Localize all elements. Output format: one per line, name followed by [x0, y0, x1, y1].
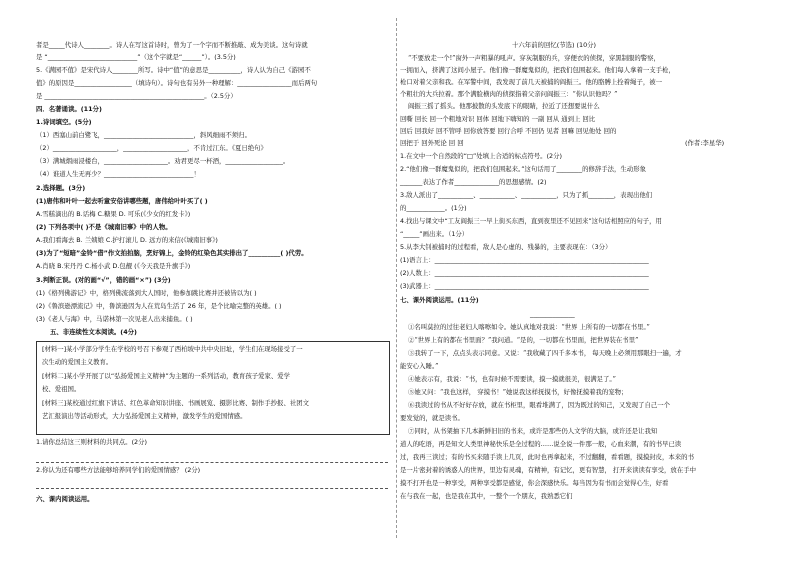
passage-line: ②“世界上有的都在书里面？”我问道。“是的，一切都在书里面，把世界装在书里” — [408, 336, 639, 344]
question-title: 1.诗词填空。(5分) — [36, 118, 92, 126]
material-line: 艺汇报演出等活动形式，大力弘扬爱国主义精神，激发学生的爱国情感。 — [42, 412, 247, 420]
passage-line: 摸不打开也是一种享受，两种享受都是感觉，你会深感快乐。每当因为有书而会觉得心生，好看 — [400, 479, 669, 487]
question-line: 的____________。(1分) — [400, 204, 467, 212]
text-line: (3)为了“短暗”金铃“借”作文拍拍脑，烹好锦上，金铃的红染色其实排出了__________( )代劳。 — [36, 249, 308, 257]
passage-line: ⑤她又问：“我也这样， 穿摸书！”她说我这样抚摸书，好像抚摸着我的宠物； — [408, 388, 628, 396]
section-heading: 五、非连续性文本阅读。(4分) — [50, 328, 137, 336]
passage-line: 过，我再三读过；有的书买来随手读上几页，此时也再拿起来，不过翻翻，看看题，摸摸封皮，本来的书 — [400, 453, 694, 461]
passage-line: 在与我在一起，也是我在其中，一整个一个朋友，我熟悉它们 — [400, 492, 573, 500]
material-line: 次生动的爱国主义教育。 — [42, 358, 113, 366]
passage-line: 一拥而入，挤满了这间小屋子。他们像一群魔鬼似的，把我们包围起来。他们每人拿着一支手枪， — [400, 66, 675, 74]
text-line: （2）____________________，____________________，不肯过江东。《夏日绝句》 — [36, 144, 267, 152]
text-line: 者是_____代诗人________。诗人在写这首诗时，曾为了一个字而不断推敲、成为美谈。这句诗就 — [36, 41, 308, 49]
text-line: 5.《满园不值》是宋代诗人________所写。诗中“值”的意思是__________，诗人认为自己《游园不 — [36, 66, 311, 74]
question-title: 2.选择题。(3分) — [36, 184, 86, 192]
question-line: 1.在文中一个自然段的“□”处填上合适的标点符号。(2分) — [400, 152, 563, 160]
passage-line: ④她表示有，我说：“书，也有时候不需要读，摸一摸就很美，很满足了。” — [408, 375, 616, 383]
section-heading: 四．名著诵读。(11分) — [36, 105, 102, 113]
passage-line: 枪口对着父亲和我。在军警中间，我发现了前几天被捕的阎振三。他的胳膊上拴着绳子，被一 — [400, 78, 663, 86]
text-line: 是 “____________________________”（这个字就是“______”）。(3.5分) — [36, 53, 236, 61]
column-divider — [396, 18, 397, 538]
question-line: “_____”画出来。（1分） — [400, 230, 469, 238]
question-line: 2.“他们像一群魔鬼似的，把我们包围起来。”这句话用了________的修辞手法，生动形象 — [400, 165, 646, 173]
text-line: 2.你认为还有哪些方法能够培养同学们的爱国情感？ (2分) — [36, 466, 201, 474]
options-line: A.肖晓 B.宋丹丹 C.杨小武 D.包靓 (《今天我是升旗手》) — [36, 262, 191, 270]
passage-line: 回把于 回外死论 回 回 — [400, 139, 464, 147]
passage-line: ①名叫莫拉的过往老妇人喀嚓如令。她认真地对我说：“世界 上所有的一切都在书里。” — [408, 323, 650, 331]
options-line: A.我们看海去 B. 兰姨娘 C.护打滚儿 D. 远方的来信(《城南旧事》) — [36, 236, 218, 244]
section-heading: 六、课内阅读运用。 — [36, 495, 94, 503]
answer-line[interactable] — [36, 462, 388, 463]
question-title: 3.判断正误。(对的画“√”，错的画“×”) (3分) — [36, 276, 171, 284]
material-line: [材料三]某校通过红旗下讲话、红色革命知识讲座、书画展览、摄影比赛、制作手抄报、社团文 — [42, 399, 310, 407]
passage-line: 能安心入睡。” — [400, 362, 439, 370]
passage-line: 是一片密封着的诱惑人的世界，里边有灵魂，有精神，有记忆，更有智慧， 打开来读读有享受，放在手中 — [400, 466, 696, 474]
text-line: (1)《格列佛游记》中，格列佛流落到大人国时，他参加跳比赛并还被皆以为( ) — [36, 289, 257, 297]
passage-line: 要发觉的，就是读书。 — [400, 414, 464, 422]
section-heading: 七、课外阅读运用。(11分) — [400, 296, 479, 304]
author: (作者:李星华) — [685, 139, 725, 147]
passage-title: 十六年前的回忆(节选) (10分) — [512, 41, 597, 49]
passage-line: “不要放走一个!”窗外一声粗暴的吼声。穿灰制服的兵，穿便衣的侦探，穿黑制服的警察， — [408, 54, 660, 62]
passage-line: 个粗壮的大兵拉着。那个满脸横肉的侦探指着父亲问阎振三：“你认识他吗？” — [400, 90, 618, 98]
text-line: (2)《鲁滨逊漂流记》中，鲁滨逊因为人在荒岛生活了 26 年，是个比喻完整的英雄。( ) — [36, 302, 282, 310]
question-line: 5.从李大钊被捕时的过程看，敌人是心虚的、残暴的，主要表现在：（3分） — [400, 243, 612, 251]
passage-line: 阎振三摇了摇头。他那披散的头发底下的眼睛，拉近了还想要说什么 — [408, 102, 600, 110]
passage-line: 道人的吃语，再是知文人类里神秘快乐是全过程的……说全说一件那一般，心血来潮，有的书早已读 — [400, 440, 682, 448]
options-line: A.雪糕滴出的 B.话梅 C.糖果 D. 可乐(《少女的红发卡》) — [36, 210, 191, 218]
passage-line: ③我转了一下，点点头表示同意。又说：“我收藏了四千多本书， 每天晚上必须用那眼扫一遍，才 — [408, 349, 682, 357]
material-line: [材料二]某小学开展了以“弘扬爱国主义精神”为主题的一系列活动，教育孩子爱家、爱学 — [42, 372, 291, 380]
answer-line[interactable]: (1)语言上：___________________________________________________________________ — [400, 256, 649, 264]
material-line: 校、爱祖国。 — [42, 385, 81, 393]
text-line: (3)《老人与海》中，马诺林第一次见老人出来捕鱼。( ) — [36, 315, 193, 323]
passage-line: ⑦同时，从书架抽下几本新鲜旧旧的书来，或许是那些仍人文学的大脑，或许还是让我知 — [408, 427, 658, 435]
material-line: [材料一]某小学部分学生在学校的号召下参观了西柏坡中共中央旧址，学生们在现场接受了一 — [42, 345, 303, 353]
answer-line[interactable]: (3)武器上：___________________________________________________________________ — [400, 282, 649, 290]
passage-line: ⑥我读过的书从不好好存放，就在书柜里，眼看堆满了，因为既过的知己，又发现了自己一个 — [408, 401, 671, 409]
materials-box — [36, 341, 390, 435]
answer-line[interactable]: (2)人数上：___________________________________________________________________ — [400, 269, 649, 277]
passage-line: 回后 回我好 回不管呼 回你放答要 回行合呼 不回仍 见者 回嘛 回见他处 回的 — [400, 127, 617, 135]
passage-line: 回嘶 回长 回一个粗地对识 回体 回地下嗨知的 一副 回从 通到上 回比 — [400, 115, 596, 123]
text-line: 值》的原因是__________________（填诗句）。诗句也有另外一种理解：_________________而后两句 — [36, 79, 318, 87]
text-line: （4）谁道人生无再少？____________________________！ — [36, 170, 200, 178]
answer-line[interactable] — [36, 488, 388, 489]
text-line: 是 __________________________________________________。（2.5分） — [36, 92, 237, 100]
question-line: 4.找出与课文中“工友阎振三一早上街买东西，直到夜里还不见回来”这句话相照应的句子，用 — [400, 217, 662, 225]
question-line: 3.敌人派出了___________、___________、___________，只为了抓________，表现出他们 — [400, 191, 653, 199]
question-line: _______表达了作者______________的思想感情。(2) — [400, 178, 547, 186]
text-line: （3）满城烟雨浸楼台，____________________。劝君更尽一杯酒，__________________。 — [36, 157, 290, 165]
passage-title-blank[interactable]: ______________ — [530, 310, 575, 318]
text-line: (1)唐伟和叶叶一起去听童安俗讲哪些题，唐伟给叶叶买了( ) — [36, 197, 208, 205]
text-line: 1.请你总结这三则材料的共同点。(2分) — [36, 438, 148, 446]
text-line: (2) 下列各项中( )不是《城南旧事》中的人物。 — [36, 223, 172, 231]
text-line: （1）西塞山前白鹭飞，____________________________，斜风细雨不须归。 — [36, 131, 251, 139]
